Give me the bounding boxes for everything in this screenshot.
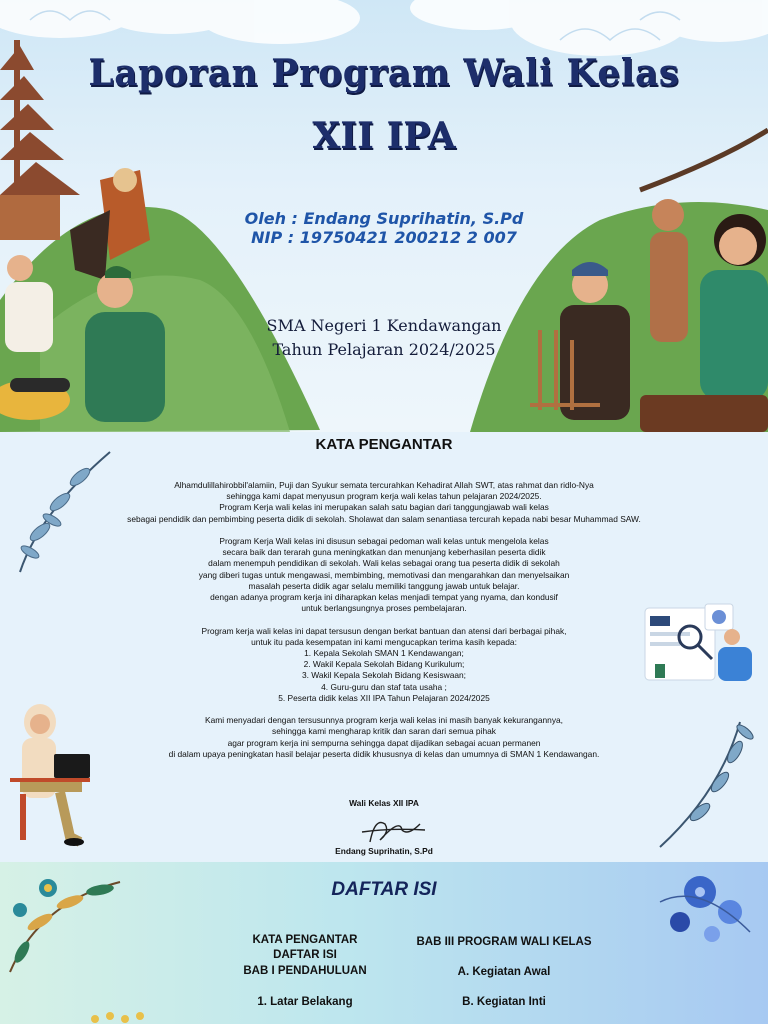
small-flower-icon <box>91 1012 144 1023</box>
preface-paragraph <box>70 536 698 614</box>
preface-paragraph <box>70 715 698 760</box>
academic-year: Tahun Pelajaran 2024/2025 <box>272 340 496 359</box>
preface-paragraph <box>70 480 698 525</box>
preface-line: secara baik dan terarah guna meningkatkan dan menunjang keberhasilan peserta didik <box>222 547 546 558</box>
preface-line: dalam menempuh pendidikan di sekolah. Wali kelas sebagai orang tua peserta didik di sekolah <box>208 558 560 569</box>
preface-line: untuk berlangsungnya proses pembelajaran. <box>301 603 467 614</box>
preface-line: 2. Wakil Kepala Sekolah Bidang Kurikulum; <box>303 659 465 670</box>
toc-right-column <box>414 934 594 1024</box>
preface-line: agar program kerja ini sempurna sehingga dapat dijadikan sebagai acuan permanen <box>227 737 541 748</box>
school-name: SMA Negeri 1 Kendawangan <box>266 316 502 335</box>
cover-section <box>0 0 768 432</box>
cloud-pattern <box>0 0 768 56</box>
toc-left-column <box>230 934 380 1024</box>
preface-line: Alhamdulillahirobbil'alamiin, Puji dan Syukur semata tercurahkan Kehadirat Allah SWT, atas rahmat dan ridlo-Nya <box>174 480 594 490</box>
preface-line: 5. Peserta didik kelas XII IPA Tahun Pelajaran 2024/2025 <box>278 692 490 703</box>
toc-item[interactable]: A. Kegiatan Awal <box>457 966 551 978</box>
toc-item[interactable]: DAFTAR ISI <box>273 949 337 961</box>
toc-heading: DAFTAR ISI <box>331 879 437 900</box>
preface-line: di dalam upaya peningkatan hasil belajar peserta didik khususnya di kelas dan umumnya di SMAN 1 Kendawangan. <box>168 748 600 759</box>
preface-line: yang diberi tugas untuk mengawasi, membimbing, memotivasi dan mengarahkan dan menyelsaikan <box>198 569 570 580</box>
toc-item[interactable]: 1. Latar Belakang <box>257 996 353 1008</box>
report-class-title: XII IPA <box>312 115 456 157</box>
preface-section <box>0 432 768 862</box>
toc-item[interactable]: KATA PENGANTAR <box>252 934 358 946</box>
signature-name: Endang Suprihatin, S.Pd <box>335 846 433 856</box>
signature-image <box>362 822 425 842</box>
toc-item[interactable]: BAB III PROGRAM WALI KELAS <box>416 936 592 948</box>
signature-title: Wali Kelas XII IPA <box>349 798 419 808</box>
preface-line: masalah peserta didik agar selalu memiliki tanggung jawab untuk belajar. <box>248 580 520 591</box>
preface-heading: KATA PENGANTAR <box>315 436 453 453</box>
author-nip: NIP : 19750421 200212 2 007 <box>251 228 517 247</box>
preface-line: sehingga kami mengharap kritik dan saran dari semua pihak <box>272 726 496 737</box>
preface-line: 3. Wakil Kepala Sekolah Bidang Kesiswaan; <box>301 670 467 681</box>
preface-line: Kami menyadari dengan tersusunnya program kerja wali kelas ini masih banyak kekurangannya, <box>205 715 563 726</box>
preface-line: sebagai pendidik dan pembimbing peserta didik di sekolah. Sholawat dan salam senantiasa tercurah kepada nabi besar Muhammad SAW. <box>127 513 641 524</box>
preface-line: Program Kerja wali kelas ini merupakan salah satu bagian dari tanggungjawab wali kelas <box>219 502 549 513</box>
toc-item[interactable]: B. Kegiatan Inti <box>462 996 546 1008</box>
preface-line: Program Kerja Wali kelas ini disusun sebagai pedoman wali kelas untuk mengelola kelas <box>219 536 549 546</box>
toc-item[interactable]: BAB I PENDAHULUAN <box>243 965 367 977</box>
preface-line: Program kerja wali kelas ini dapat tersusun dengan berkat bantuan dan atensi dari berbagai pihak, <box>201 625 567 636</box>
author-name: Oleh : Endang Suprihatin, S.Pd <box>244 209 524 228</box>
preface-line: 1. Kepala Sekolah SMAN 1 Kendawangan; <box>304 648 464 659</box>
preface-line: 4. Guru-guru dan staf tata usaha ; <box>321 681 447 692</box>
report-title: Laporan Program Wali Kelas <box>88 52 680 94</box>
preface-line: sehingga kami dapat menyusun program kerja wali kelas tahun pelajaran 2024/2025. <box>226 491 542 502</box>
table-of-contents-section <box>0 862 768 1024</box>
preface-line: dengan adanya program kerja ini diharapkan kelas menjadi tempat yang nyama, dan kondusif <box>210 592 558 603</box>
preface-paragraph <box>70 626 698 704</box>
preface-body <box>70 480 698 771</box>
preface-line: untuk itu pada kesempatan ini kami mengucapkan terima kasih kepada: <box>251 636 517 647</box>
